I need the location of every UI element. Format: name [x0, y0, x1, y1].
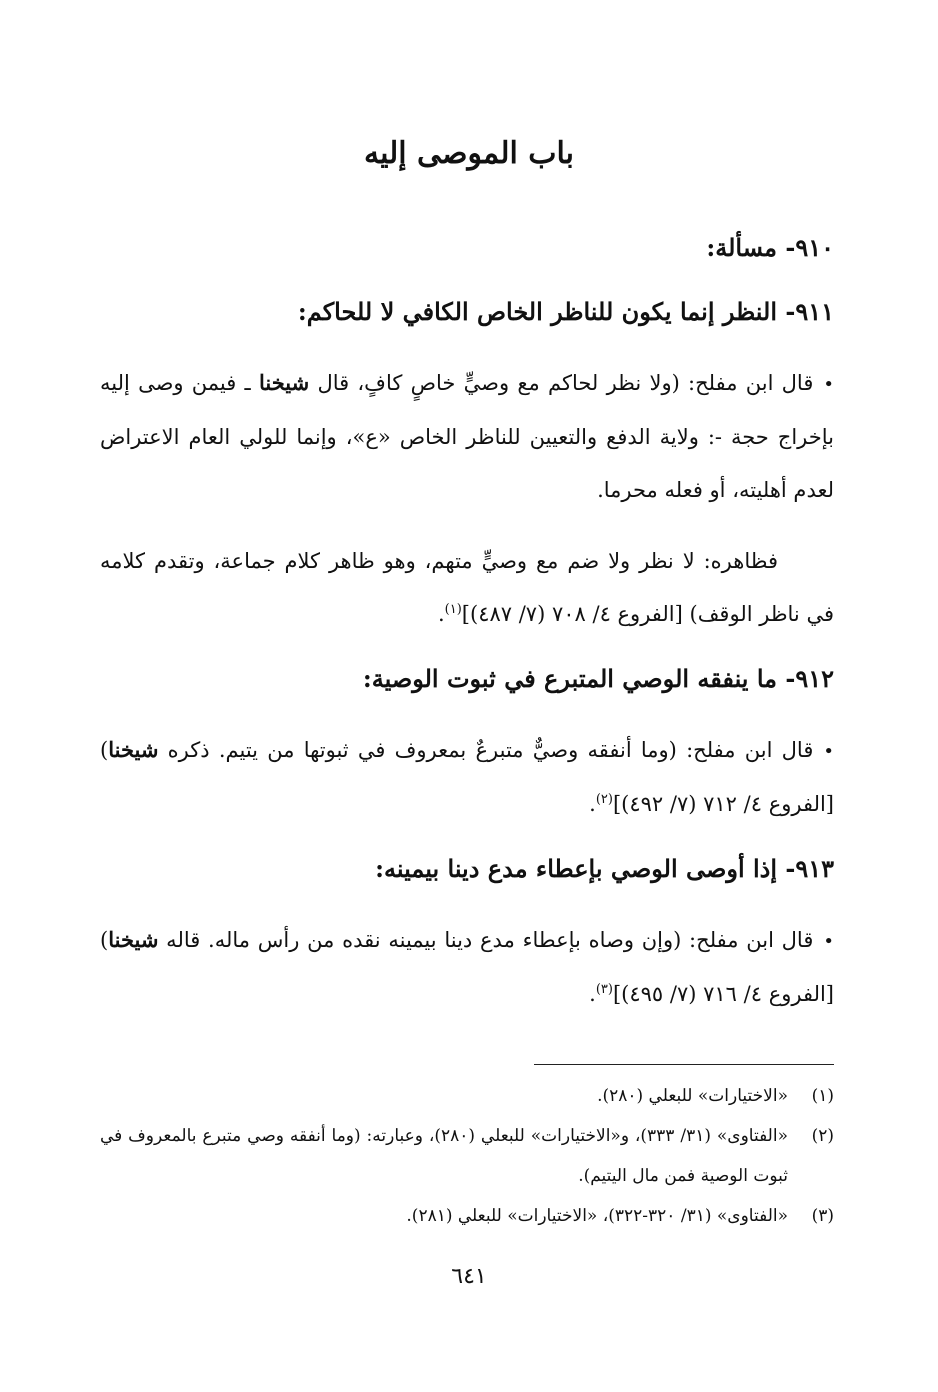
quote-paragraph: [100, 723, 834, 831]
footnote-item: [100, 1116, 834, 1196]
footnote-marker[interactable]: (٢): [595, 792, 613, 807]
sheikh-name: شيخنا: [258, 370, 310, 395]
quote-text: .: [589, 982, 596, 1006]
bullet-icon: •: [823, 741, 834, 762]
footnote-number: (١): [811, 1086, 834, 1106]
page-number: ٦٤١: [451, 1264, 487, 1289]
quote-text: قال ابن مفلح: (ولا نظر لحاكم مع وصيٍّ خاصٍ كافٍ، قال: [309, 371, 814, 395]
bullet-icon: •: [823, 374, 834, 395]
footnote-item: [100, 1076, 834, 1116]
quote-paragraph: [100, 535, 834, 641]
quote-text: ) [الفروع ٤/ ٧١٢ (٧/ ٤٩٢)]: [100, 738, 834, 816]
quote-text: .: [437, 602, 445, 626]
bullet-icon: •: [823, 931, 834, 952]
footnote-number: (٣): [811, 1206, 834, 1226]
issue-heading-911: ٩١١- النظر إنما يكون للناظر الخاص الكافي لا للحاكم:: [297, 297, 834, 326]
quote-text: فظاهره: لا نظر ولا ضم مع وصيٍّ متهم، وهو ظاهر كلام جماعة، وتقدم كلامه في ناظر الوقف) [الفروع ٤/ ٧٠٨ (٧/ ٤٨٧)]: [100, 549, 834, 626]
footnote-divider: [534, 1064, 834, 1065]
quote-text: قال ابن مفلح: (وما أنفقه وصيٌّ متبرعٌ بمعروف في ثبوتها من يتيم. ذكره: [158, 738, 814, 762]
issue-heading-910: ٩١٠- مسألة:: [706, 233, 834, 262]
footnote-text: «الفتاوى» (٣١/ ٣٣٣)، و«الاختيارات» للبعلي (٢٨٠)، وعبارته: (وما أنفقه وصي متبرع بالمعروف في ثبوت الوصية فمن مال اليتيم).: [100, 1126, 788, 1186]
footnote-number: (٢): [811, 1126, 834, 1146]
footnote-text: «الاختيارات» للبعلي (٢٨٠).: [597, 1086, 788, 1106]
footnote-marker[interactable]: (٣): [595, 982, 613, 997]
sheikh-name: شيخنا: [108, 737, 159, 762]
quote-text: ـ فيمن وصى إليه بإخراج حجة -: ولاية الدفع والتعيين للناظر الخاص «ع»، وإنما للولي العام الاعتراض لعدم أهليته، أو فعله محرما.: [100, 371, 834, 502]
quote-paragraph: [100, 913, 834, 1021]
quote-text: ) [الفروع ٤/ ٧١٦ (٧/ ٤٩٥)]: [100, 928, 834, 1006]
chapter-title: باب الموصى إليه: [363, 136, 575, 171]
footnote-item: [100, 1196, 834, 1236]
quote-text: .: [589, 792, 596, 816]
footnote-marker[interactable]: (١): [444, 602, 462, 617]
sheikh-name: شيخنا: [108, 927, 159, 952]
footnote-text: «الفتاوى» (٣١/ ٣٢٠-٣٢٢)، «الاختيارات» للبعلي (٢٨١).: [406, 1206, 788, 1226]
quote-text: قال ابن مفلح: (وإن وصاه بإعطاء مدع دينا بيمينه نقده من رأس ماله. قاله: [158, 928, 814, 952]
quote-paragraph: [100, 356, 834, 517]
issue-heading-913: ٩١٣- إذا أوصى الوصي بإعطاء مدع دينا بيمينه:: [375, 854, 834, 883]
main-text: [100, 228, 834, 1039]
footnotes: [100, 1076, 834, 1236]
issue-heading-912: ٩١٢- ما ينفقه الوصي المتبرع في ثبوت الوصية:: [362, 664, 834, 693]
